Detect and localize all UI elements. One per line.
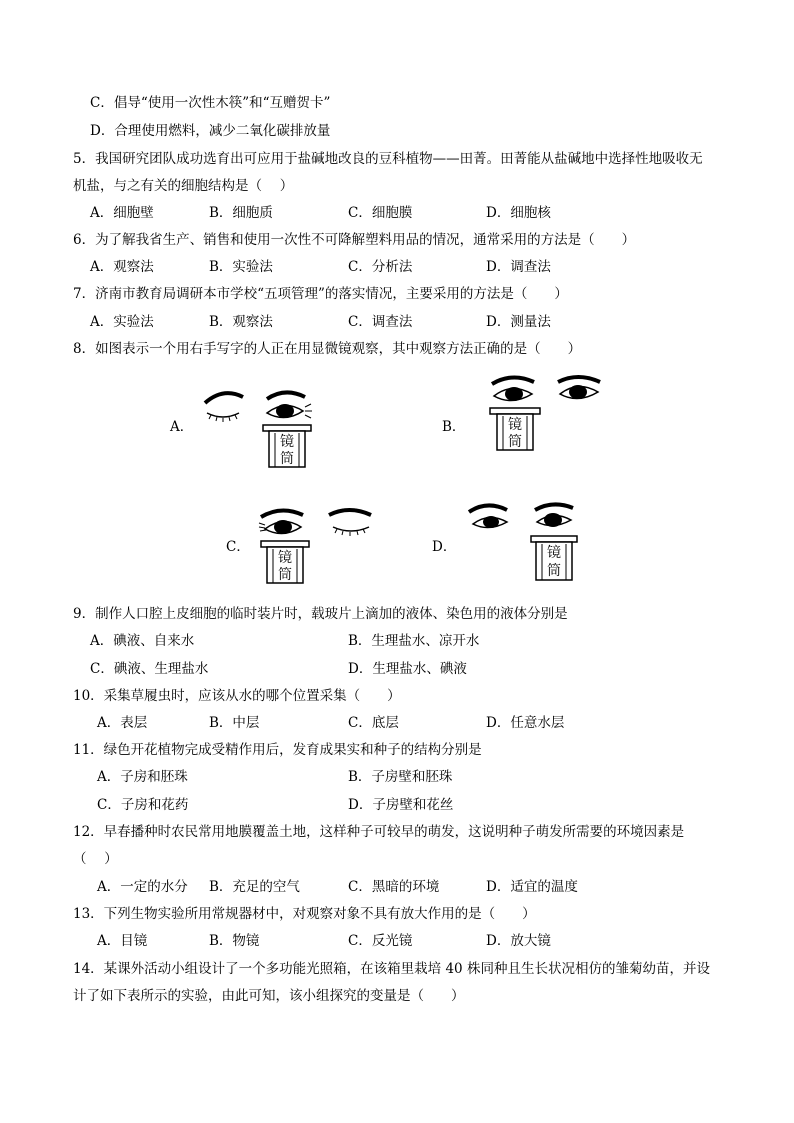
q13-option-a: A．目镜 xyxy=(97,933,148,949)
left-eyebrow xyxy=(469,505,507,512)
q8-figure-b-label: B． xyxy=(442,419,466,435)
tube-char-2: 筒 xyxy=(278,567,292,583)
q7-option-a: A．实验法 xyxy=(90,314,154,330)
left-pupil xyxy=(505,387,523,401)
q7-option-c: C．调查法 xyxy=(348,314,413,330)
q10-stem: 10．采集草履虫时，应该从水的哪个位置采集（ ） xyxy=(73,688,401,704)
q5-option-d: D．细胞核 xyxy=(486,205,551,221)
q8-stem: 8．如图表示一个用右手写字的人正在用显微镜观察，其中观察方法正确的是（ ） xyxy=(73,341,582,357)
left-pupil xyxy=(483,516,499,528)
q6-option-d: D．调查法 xyxy=(486,259,551,275)
q9-option-a: A．碘液、自来水 xyxy=(90,633,195,649)
q8-figure-a xyxy=(195,385,325,470)
q7-option-b: B．观察法 xyxy=(209,314,273,330)
left-eyebrow xyxy=(261,510,303,517)
q4-option-d: D．合理使用燃料，减少二氧化碳排放量 xyxy=(90,123,331,139)
q13-option-d: D．放大镜 xyxy=(486,933,551,949)
q9-option-c: C．碘液、生理盐水 xyxy=(90,661,209,677)
eyepiece-top xyxy=(531,536,577,542)
q5-option-b: B．细胞质 xyxy=(209,205,273,221)
q13-option-b: B．物镜 xyxy=(209,933,260,949)
left-eyebrow xyxy=(492,377,534,384)
left-eye-closed xyxy=(207,413,239,417)
q5-option-c: C．细胞膜 xyxy=(348,205,413,221)
q8-figure-c-label: C． xyxy=(226,539,250,555)
q12-option-d: D．适宜的温度 xyxy=(486,879,578,895)
q7-stem: 7．济南市教育局调研本市学校“五项管理”的落实情况，主要采用的方法是（ ） xyxy=(73,286,568,302)
eyepiece-top xyxy=(261,541,309,547)
q11-option-b: B．子房壁和胚珠 xyxy=(348,769,453,785)
q12-option-a: A．一定的水分 xyxy=(97,879,188,895)
left-pupil xyxy=(274,520,292,534)
q11-stem: 11．绿色开花植物完成受精作用后，发育成果实和种子的结构分别是 xyxy=(73,742,482,758)
tube-char-1: 镜 xyxy=(278,550,292,566)
eyepiece-top xyxy=(263,425,311,431)
right-eyebrow xyxy=(267,392,305,399)
q7-option-d: D．测量法 xyxy=(486,314,551,330)
q8-figure-d xyxy=(465,500,585,585)
q12-option-c: C．黑暗的环境 xyxy=(348,879,440,895)
q8-figure-b xyxy=(482,372,622,462)
q9-option-b: B．生理盐水、凉开水 xyxy=(348,633,480,649)
q6-option-c: C．分析法 xyxy=(348,259,413,275)
q5-stem-line2: 机盐，与之有关的细胞结构是（ ） xyxy=(73,178,294,194)
q14-stem-line1: 14．某课外活动小组设计了一个多功能光照箱，在该箱里栽培 40 株同种且生长状况相仿的雏菊幼苗，并设 xyxy=(73,961,710,977)
left-eyebrow xyxy=(205,393,243,403)
q12-stem-line1: 12．早春播种时农民常用地膜覆盖土地，这样种子可较早的萌发，这说明种子萌发所需要的环境因素是 xyxy=(73,824,685,840)
tube-char-1: 镜 xyxy=(280,434,294,450)
q10-option-a: A．表层 xyxy=(97,715,148,731)
q4-option-c: C．倡导“使用一次性木筷”和“互赠贺卡” xyxy=(90,95,331,111)
right-eyebrow xyxy=(535,504,573,510)
right-pupil xyxy=(569,385,587,399)
q12-option-b: B．充足的空气 xyxy=(209,879,300,895)
tube-char-1: 镜 xyxy=(508,417,522,433)
q9-option-d: D．生理盐水、碘液 xyxy=(348,661,467,677)
q10-option-b: B．中层 xyxy=(209,715,260,731)
q10-option-c: C．底层 xyxy=(348,715,399,731)
tube-char-2: 筒 xyxy=(547,563,561,579)
q9-stem: 9．制作人口腔上皮细胞的临时装片时，载玻片上滴加的液体、染色用的液体分别是 xyxy=(73,606,568,622)
q6-option-a: A．观察法 xyxy=(90,259,154,275)
q8-figure-c xyxy=(255,505,390,587)
q11-option-c: C．子房和花药 xyxy=(97,797,189,813)
q8-figure-d-label: D． xyxy=(432,539,457,555)
q10-option-d: D．任意水层 xyxy=(486,715,565,731)
right-pupil xyxy=(544,513,562,527)
q5-option-a: A．细胞壁 xyxy=(90,205,154,221)
q5-stem-line1: 5．我国研究团队成功选育出可应用于盐碱地改良的豆科植物——田菁。田菁能从盐碱地中选择性地吸收无 xyxy=(73,151,703,167)
q14-stem-line2: 计了如下表所示的实验，由此可知，该小组探究的变量是（ ） xyxy=(73,988,465,1004)
right-pupil xyxy=(276,404,294,418)
tube-char-2: 筒 xyxy=(280,451,294,467)
eyepiece-top xyxy=(490,408,540,414)
q12-stem-line2: （ ） xyxy=(73,851,118,867)
tube-char-1: 镜 xyxy=(547,545,561,561)
q13-stem: 13．下列生物实验所用常规器材中，对观察对象不具有放大作用的是（ ） xyxy=(73,906,536,922)
q8-figure-a-label: A． xyxy=(170,419,194,435)
tube-char-2: 筒 xyxy=(508,434,522,450)
q11-option-a: A．子房和胚珠 xyxy=(97,769,188,785)
right-eyebrow xyxy=(558,377,600,382)
q6-stem: 6．为了解我省生产、销售和使用一次性不可降解塑料用品的情况，通常采用的方法是（ ） xyxy=(73,232,636,248)
q13-option-c: C．反光镜 xyxy=(348,933,413,949)
q6-option-b: B．实验法 xyxy=(209,259,273,275)
right-eyebrow xyxy=(329,510,371,515)
q11-option-d: D．子房壁和花丝 xyxy=(348,797,454,813)
